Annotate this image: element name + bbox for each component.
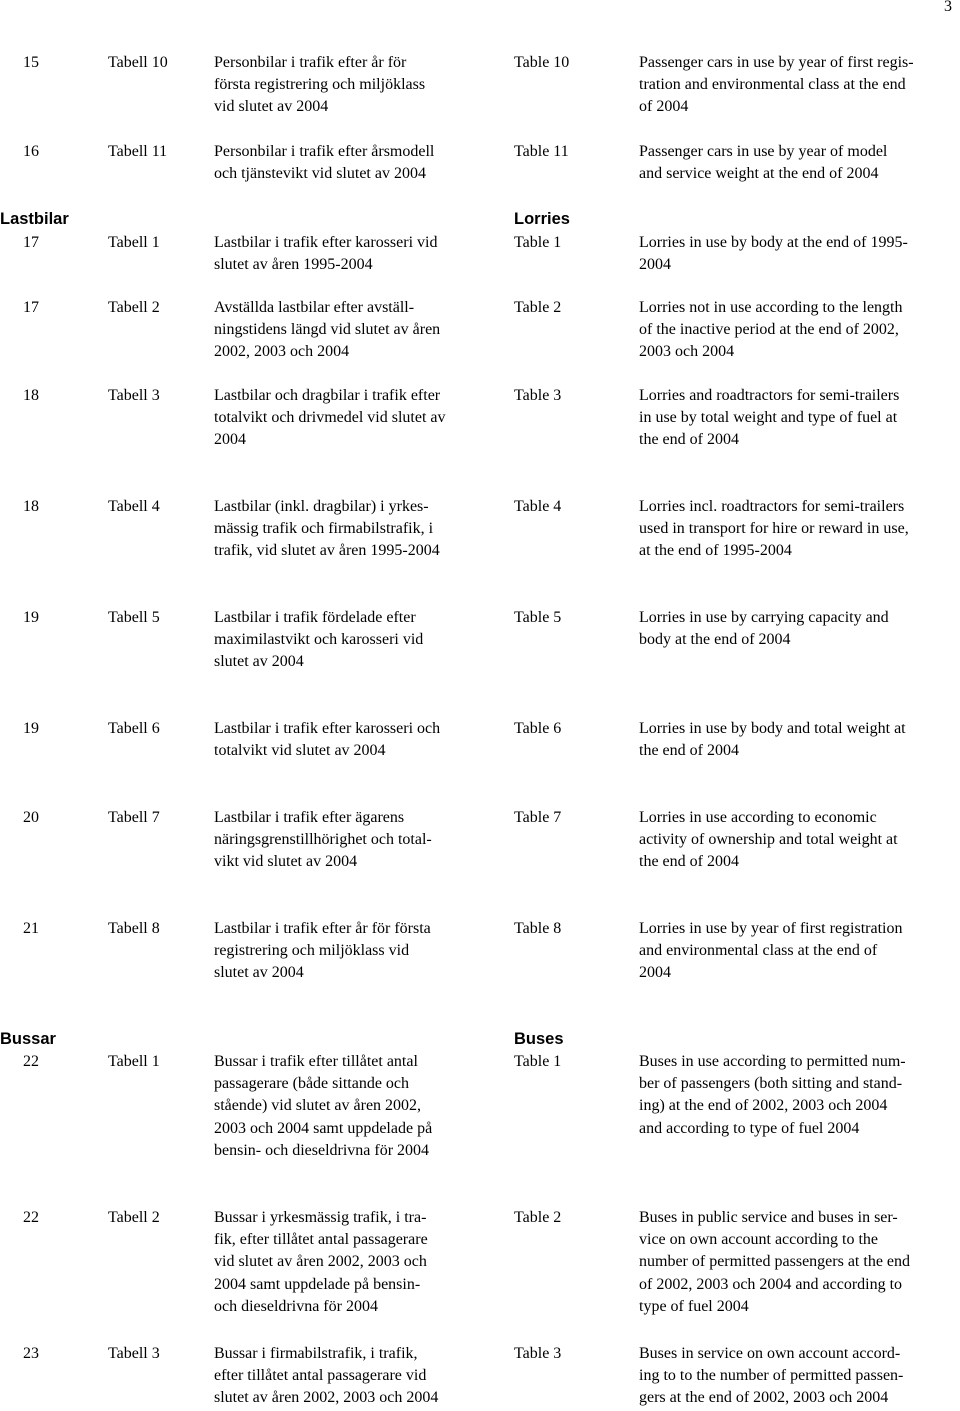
english-title-line: Buses in service on own account accord-: [639, 1345, 901, 1362]
english-title-line: Passenger cars in use by year of model: [639, 143, 888, 160]
swedish-title-line: Avställda lastbilar efter avställ-: [214, 299, 415, 316]
english-title-line: Lorries in use according to economic: [639, 809, 877, 826]
english-title-line: type of fuel 2004: [639, 1297, 749, 1315]
tabell-number: Tabell 2: [108, 1209, 160, 1226]
tabell-number: Tabell 3: [108, 1345, 160, 1362]
english-title-line: at the end of 1995-2004: [639, 542, 792, 560]
english-title-line: gers at the end of 2002, 2003 och 2004: [639, 1389, 889, 1407]
page-ref: 17: [23, 299, 39, 316]
swedish-title-line: mässig trafik och firmabilstrafik, i: [214, 520, 434, 538]
swedish-title-line: slutet av åren 1995-2004: [214, 256, 373, 274]
tabell-number: Tabell 1: [108, 234, 160, 251]
tabell-number: Tabell 1: [108, 1053, 160, 1070]
tabell-number: Tabell 3: [108, 387, 160, 404]
table-number: Table 1: [514, 1053, 562, 1070]
swedish-title-line: trafik, vid slutet av åren 1995-2004: [214, 542, 440, 560]
english-title: [639, 807, 960, 874]
english-title: [639, 232, 960, 276]
swedish-title-line: slutet av 2004: [214, 964, 304, 982]
swedish-title-line: maximilastvikt och karosseri vid: [214, 631, 424, 649]
english-title: [639, 607, 960, 651]
english-title-line: number of permitted passengers at the end: [639, 1253, 911, 1271]
swedish-title: [214, 496, 499, 563]
swedish-title-line: Lastbilar i trafik efter karosseri vid: [214, 234, 438, 251]
table-number: Table 6: [514, 720, 562, 737]
swedish-title-line: efter tillåtet antal passagerare vid: [214, 1367, 427, 1385]
english-title-line: used in transport for hire or reward in use,: [639, 520, 909, 538]
english-title: [639, 918, 960, 985]
page-ref: 18: [23, 498, 39, 515]
english-title-line: Passenger cars in use by year of first regis-: [639, 54, 914, 71]
swedish-title-line: Lastbilar i trafik efter år för första: [214, 920, 431, 937]
swedish-title-line: slutet av åren 2002, 2003 och 2004: [214, 1389, 439, 1407]
swedish-title-line: ningstidens längd vid slutet av åren: [214, 321, 441, 339]
swedish-title-line: näringsgrenstillhörighet och total-: [214, 831, 432, 849]
english-title-line: the end of 2004: [639, 431, 739, 449]
english-title-line: vice on own account according to the: [639, 1231, 879, 1249]
table-number: Table 4: [514, 498, 562, 515]
swedish-title-line: Lastbilar i trafik fördelade efter: [214, 609, 416, 626]
swedish-title-line: 2004: [214, 431, 246, 449]
swedish-title: [214, 607, 499, 674]
english-title: [639, 297, 960, 364]
english-title-line: and service weight at the end of 2004: [639, 165, 879, 183]
english-title-line: the end of 2004: [639, 853, 739, 871]
tabell-number: Tabell 11: [108, 143, 168, 160]
page-ref: 20: [23, 809, 39, 826]
swedish-title: [214, 1207, 499, 1318]
english-title-line: ing to to the number of permitted passen-: [639, 1367, 904, 1385]
page-ref: 21: [23, 920, 39, 937]
table-number: Table 3: [514, 1345, 562, 1362]
swedish-title: [214, 52, 499, 119]
swedish-title-line: 2002, 2003 och 2004: [214, 343, 350, 361]
table-number: Table 8: [514, 920, 562, 937]
swedish-title-line: Personbilar i trafik efter årsmodell: [214, 143, 435, 160]
english-title: [639, 1051, 960, 1140]
section-heading-english: Lorries: [514, 210, 570, 228]
swedish-title-line: bensin- och dieseldrivna för 2004: [214, 1141, 430, 1159]
english-title-line: activity of ownership and total weight at: [639, 831, 898, 849]
english-title-line: Lorries in use by body at the end of 1995-: [639, 234, 908, 251]
swedish-title-line: stående) vid slutet av åren 2002,: [214, 1097, 422, 1115]
swedish-title-line: totalvikt och drivmedel vid slutet av: [214, 409, 446, 427]
english-title: [639, 718, 960, 762]
swedish-title: [214, 1343, 499, 1410]
tabell-number: Tabell 8: [108, 920, 160, 937]
swedish-title-line: totalvikt vid slutet av 2004: [214, 742, 386, 760]
swedish-title-line: Bussar i trafik efter tillåtet antal: [214, 1053, 418, 1070]
swedish-title-line: Lastbilar och dragbilar i trafik efter: [214, 387, 441, 404]
swedish-title: [214, 141, 499, 185]
page-number: 3: [944, 0, 952, 15]
english-title: [639, 1207, 960, 1318]
english-title-line: Lorries in use by body and total weight at: [639, 720, 906, 737]
english-title: [639, 52, 960, 119]
english-title-line: 2003 och 2004: [639, 343, 735, 361]
swedish-title: [214, 807, 499, 874]
english-title: [639, 141, 960, 185]
tabell-number: Tabell 7: [108, 809, 160, 826]
swedish-title-line: Lastbilar i trafik efter ägarens: [214, 809, 405, 826]
swedish-title-line: Bussar i yrkesmässig trafik, i tra-: [214, 1209, 427, 1226]
table-number: Table 2: [514, 1209, 562, 1226]
english-title-line: of 2002, 2003 och 2004 and according to: [639, 1275, 903, 1293]
section-heading-swedish: Bussar: [0, 1030, 56, 1048]
english-title-line: Lorries incl. roadtractors for semi-trailers: [639, 498, 905, 515]
page-ref: 19: [23, 609, 39, 626]
english-title: [639, 1343, 960, 1410]
english-title-line: Lorries in use by carrying capacity and: [639, 609, 889, 626]
page-ref: 23: [23, 1345, 39, 1362]
tabell-number: Tabell 4: [108, 498, 160, 515]
english-title-line: Buses in public service and buses in ser-: [639, 1209, 898, 1226]
swedish-title-line: och tjänstevikt vid slutet av 2004: [214, 165, 426, 183]
page-ref: 22: [23, 1209, 39, 1226]
english-title: [639, 385, 960, 452]
section-heading-english: Buses: [514, 1030, 564, 1048]
swedish-title: [214, 718, 499, 762]
english-title-line: 2004: [639, 256, 671, 274]
swedish-title: [214, 1051, 499, 1162]
page-ref: 16: [23, 143, 39, 160]
english-title-line: Lorries not in use according to the length: [639, 299, 903, 316]
swedish-title-line: Lastbilar (inkl. dragbilar) i yrkes-: [214, 498, 429, 515]
tabell-number: Tabell 5: [108, 609, 160, 626]
english-title-line: tration and environmental class at the end: [639, 76, 906, 94]
swedish-title-line: 2004 samt uppdelade på bensin-: [214, 1275, 421, 1293]
english-title-line: Lorries and roadtractors for semi-trailers: [639, 387, 900, 404]
swedish-title-line: Bussar i firmabilstrafik, i trafik,: [214, 1345, 418, 1362]
table-number: Table 5: [514, 609, 562, 626]
english-title-line: body at the end of 2004: [639, 631, 791, 649]
tabell-number: Tabell 10: [108, 54, 168, 71]
english-title-line: of the inactive period at the end of 2002,: [639, 321, 899, 339]
swedish-title-line: Personbilar i trafik efter år för: [214, 54, 407, 71]
english-title-line: of 2004: [639, 98, 689, 116]
section-heading-swedish: Lastbilar: [0, 210, 69, 228]
swedish-title-line: Lastbilar i trafik efter karosseri och: [214, 720, 441, 737]
english-title-line: the end of 2004: [639, 742, 739, 760]
swedish-title-line: vid slutet av åren 2002, 2003 och: [214, 1253, 427, 1271]
swedish-title: [214, 297, 499, 364]
swedish-title: [214, 918, 499, 985]
english-title-line: ing) at the end of 2002, 2003 och 2004: [639, 1097, 888, 1115]
swedish-title-line: och dieseldrivna för 2004: [214, 1297, 378, 1315]
tabell-number: Tabell 2: [108, 299, 160, 316]
english-title: [639, 496, 960, 563]
swedish-title-line: vikt vid slutet av 2004: [214, 853, 358, 871]
tabell-number: Tabell 6: [108, 720, 160, 737]
page-ref: 19: [23, 720, 39, 737]
swedish-title-line: registrering och miljöklass vid: [214, 942, 410, 960]
english-title-line: and environmental class at the end of: [639, 942, 878, 960]
table-number: Table 10: [514, 54, 570, 71]
swedish-title-line: vid slutet av 2004: [214, 98, 329, 116]
swedish-title-line: första registrering och miljöklass: [214, 76, 426, 94]
swedish-title: [214, 385, 499, 452]
page-ref: 15: [23, 54, 39, 71]
swedish-title-line: slutet av 2004: [214, 653, 304, 671]
swedish-title-line: fik, efter tillåtet antal passagerare: [214, 1231, 428, 1249]
swedish-title-line: passagerare (både sittande och: [214, 1075, 410, 1093]
english-title-line: ber of passengers (both sitting and stand-: [639, 1075, 903, 1093]
page-ref: 18: [23, 387, 39, 404]
table-number: Table 1: [514, 234, 562, 251]
swedish-title: [214, 232, 499, 276]
page-ref: 17: [23, 234, 39, 251]
english-title-line: in use by total weight and type of fuel at: [639, 409, 898, 427]
english-title-line: Buses in use according to permitted num-: [639, 1053, 906, 1070]
table-number: Table 3: [514, 387, 562, 404]
english-title-line: and according to type of fuel 2004: [639, 1119, 860, 1137]
table-number: Table 11: [514, 143, 569, 160]
table-number: Table 7: [514, 809, 562, 826]
table-number: Table 2: [514, 299, 562, 316]
english-title-line: Lorries in use by year of first registration: [639, 920, 903, 937]
english-title-line: 2004: [639, 964, 671, 982]
page-ref: 22: [23, 1053, 39, 1070]
swedish-title-line: 2003 och 2004 samt uppdelade på: [214, 1119, 433, 1137]
